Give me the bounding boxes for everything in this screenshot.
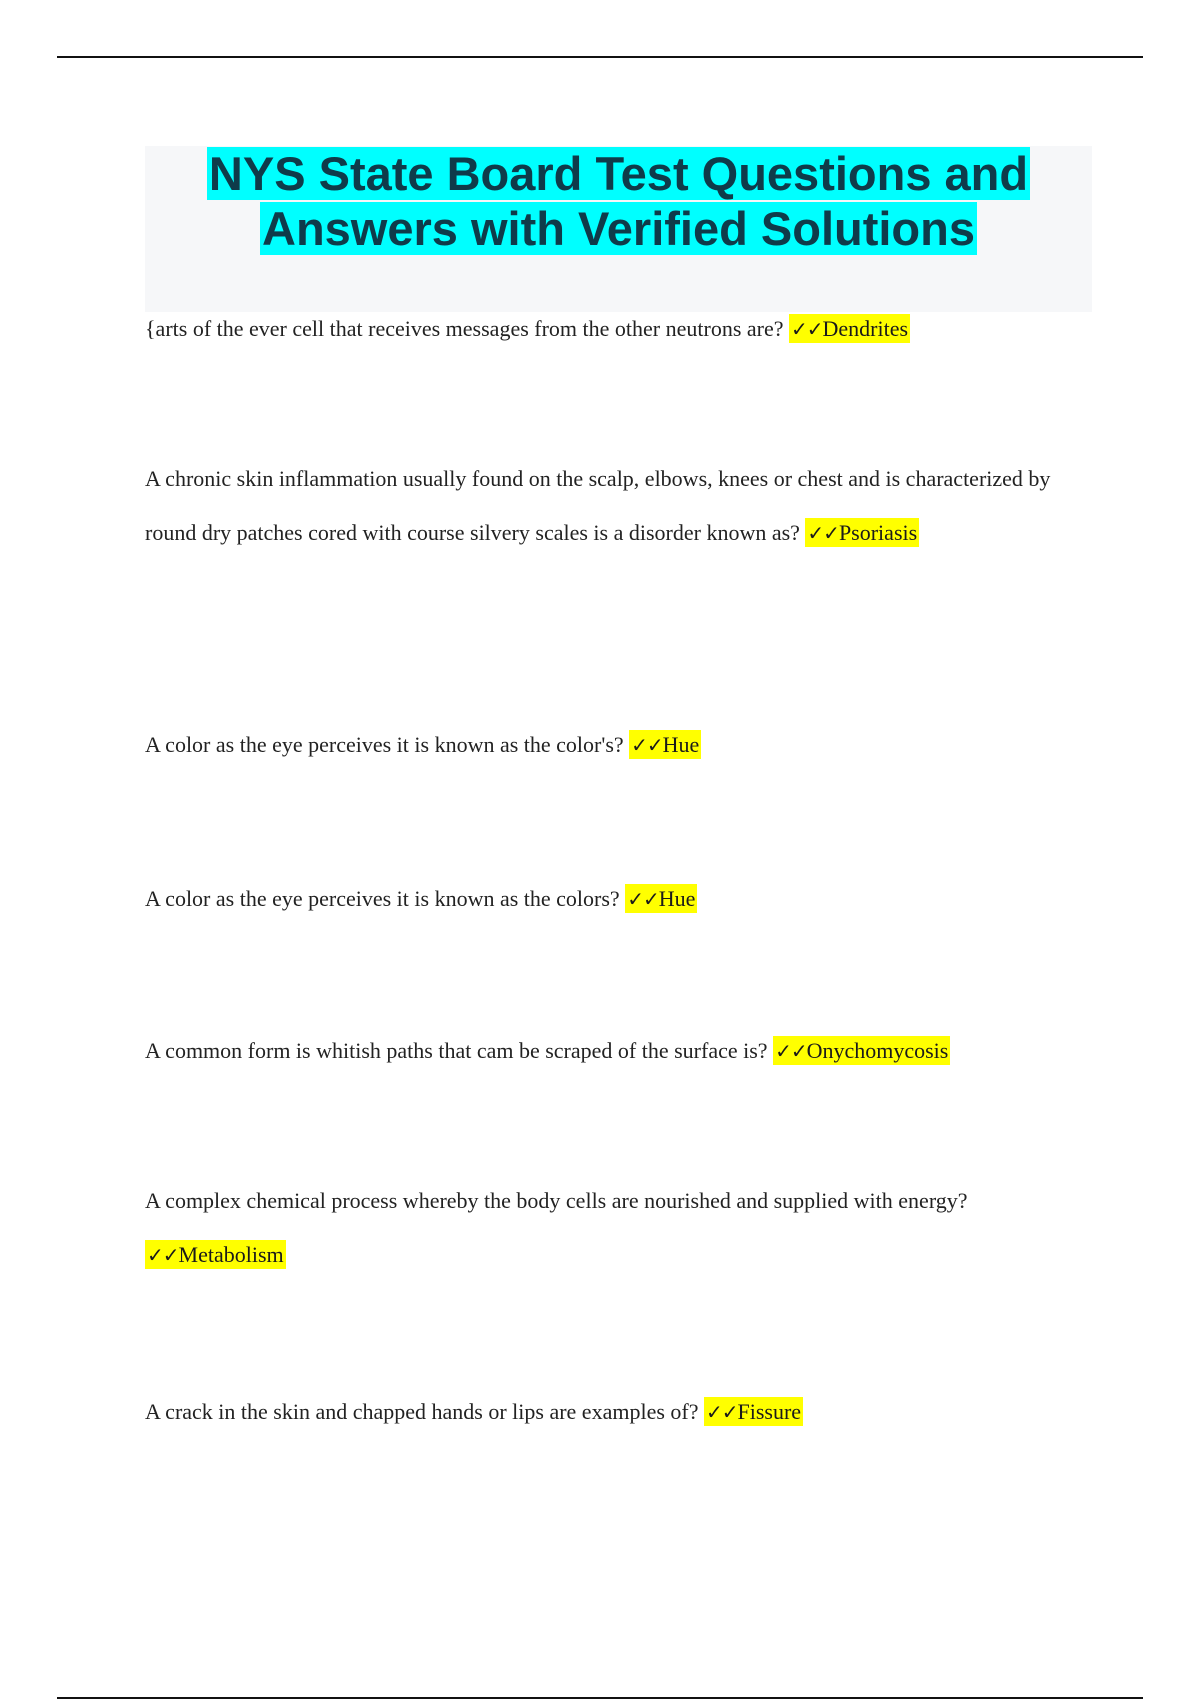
answer-text: Hue xyxy=(662,732,700,757)
qa-item-5 xyxy=(145,1024,1065,1078)
top-rule xyxy=(57,56,1143,58)
qa-item-7 xyxy=(145,1385,1065,1439)
question-text: {arts of the ever cell that receives messages from the other neutrons are? xyxy=(145,316,790,341)
bottom-rule xyxy=(57,1697,1143,1699)
title-line-2: Answers with Verified Solutions xyxy=(262,202,975,255)
qa-item-4 xyxy=(145,872,1065,926)
answer-highlight xyxy=(789,314,910,343)
answer-highlight xyxy=(773,1036,950,1065)
answer-highlight xyxy=(629,730,701,759)
answer-text: Dendrites xyxy=(822,316,909,341)
check-icon: ✓✓ xyxy=(705,1400,738,1424)
answer-text: Metabolism xyxy=(178,1242,284,1267)
qa-item-3 xyxy=(145,718,1065,772)
check-icon: ✓✓ xyxy=(147,1243,179,1267)
check-icon: ✓✓ xyxy=(775,1039,807,1063)
question-text: A complex chemical process whereby the body cells are nourished and supplied with energy? xyxy=(145,1188,968,1213)
document-title xyxy=(145,146,1092,256)
question-text: A color as the eye perceives it is known as the colors? xyxy=(145,886,626,911)
title-box xyxy=(145,146,1092,312)
check-icon: ✓✓ xyxy=(631,733,663,757)
qa-item-2 xyxy=(145,452,1065,560)
check-icon: ✓✓ xyxy=(627,887,659,911)
check-icon: ✓✓ xyxy=(791,317,823,341)
title-line-1: NYS State Board Test Questions and xyxy=(208,147,1029,200)
question-text: A crack in the skin and chapped hands or lips are examples of? xyxy=(145,1399,704,1424)
answer-text: Fissure xyxy=(737,1399,802,1424)
answer-highlight xyxy=(704,1397,803,1426)
check-icon: ✓✓ xyxy=(807,521,839,545)
answer-highlight xyxy=(145,1240,286,1269)
question-text: A color as the eye perceives it is known as the color's? xyxy=(145,732,630,757)
answer-highlight xyxy=(805,518,919,547)
qa-item-1 xyxy=(145,302,1065,356)
question-text: A chronic skin inflammation usually found on the scalp, elbows, knees or chest and is characterized by round dry patches cored with course silvery scales is a disorder known as? xyxy=(145,466,1051,545)
answer-text: Onychomycosis xyxy=(806,1038,949,1063)
answer-text: Psoriasis xyxy=(838,520,918,545)
answer-text: Hue xyxy=(658,886,696,911)
answer-highlight xyxy=(625,884,697,913)
question-text: A common form is whitish paths that cam be scraped of the surface is? xyxy=(145,1038,774,1063)
qa-item-6 xyxy=(145,1174,1065,1282)
